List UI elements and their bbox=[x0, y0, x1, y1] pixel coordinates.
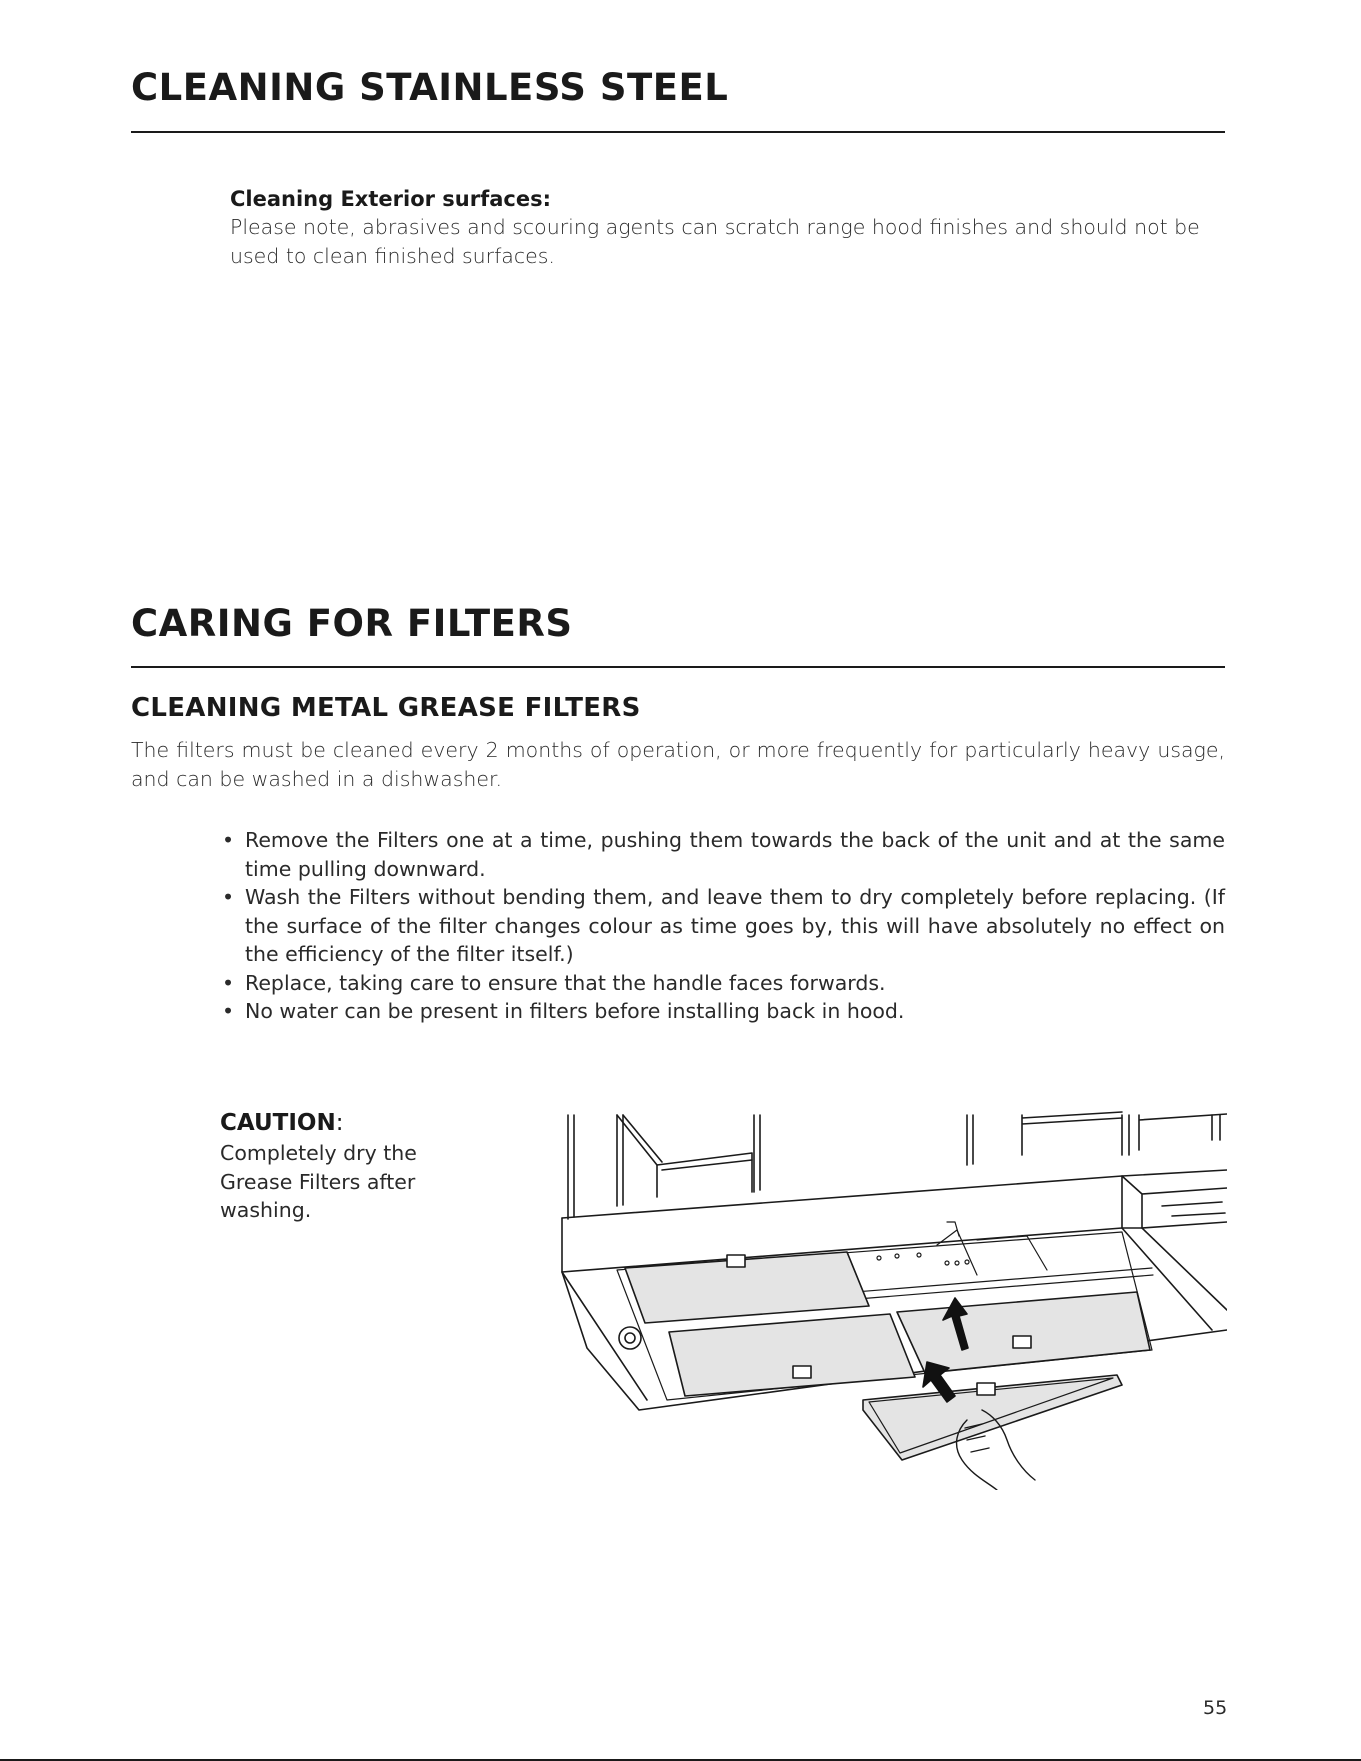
subheading-cleaning-exterior: Cleaning Exterior surfaces: bbox=[230, 187, 551, 211]
list-item bbox=[220, 997, 1225, 1026]
paragraph-filter-intro: The filters must be cleaned every 2 months of operation, or more frequently for particularly heavy usage, and can be washed in a dishwasher. bbox=[131, 738, 1225, 791]
bullet-marker: • bbox=[222, 885, 235, 909]
bullet-marker: • bbox=[222, 828, 235, 852]
list-item-text: Replace, taking care to ensure that the handle faces forwards. bbox=[245, 970, 886, 995]
caution-label: CAUTION bbox=[220, 1110, 336, 1136]
list-item bbox=[220, 883, 1225, 969]
range-hood-filter-removal-illustration bbox=[557, 1110, 1227, 1490]
filter-frames bbox=[617, 1232, 1153, 1400]
list-item bbox=[220, 969, 1225, 998]
section-divider bbox=[131, 131, 1225, 133]
bullet-marker: • bbox=[222, 999, 235, 1023]
list-item bbox=[220, 826, 1225, 883]
list-item-text: Wash the Filters without bending them, and leave them to dry completely before replacing. (If the surface of the filter changes colour as time goes by, this will have absolutely no effect on the efficiency of the filter itself.) bbox=[245, 885, 1225, 966]
filter-instructions-list bbox=[220, 826, 1225, 1026]
subtitle-cleaning-metal-grease-filters: CLEANING METAL GREASE FILTERS bbox=[131, 693, 641, 723]
caution-text: Completely dry the Grease Filters after washing. bbox=[220, 1141, 417, 1222]
list-item-text: No water can be present in filters before installing back in hood. bbox=[245, 999, 905, 1023]
hood-internals bbox=[847, 1222, 1047, 1306]
section-divider bbox=[131, 666, 1225, 668]
page-number: 55 bbox=[1203, 1697, 1228, 1719]
caution-heading bbox=[220, 1110, 343, 1136]
caution-colon: : bbox=[335, 1110, 344, 1136]
section-title-caring-for-filters: CARING FOR FILTERS bbox=[131, 602, 573, 645]
bullet-marker: • bbox=[222, 970, 235, 995]
paragraph-exterior-surfaces: Please note, abrasives and scouring agents can scratch range hood finishes and should not be used to clean finished surfaces. bbox=[230, 215, 1200, 268]
cabinets bbox=[568, 1112, 1227, 1219]
section-title-cleaning-stainless-steel: CLEANING STAINLESS STEEL bbox=[131, 66, 729, 109]
list-item-text: Remove the Filters one at a time, pushing them towards the back of the unit and at the same time pulling downward. bbox=[245, 828, 1225, 881]
